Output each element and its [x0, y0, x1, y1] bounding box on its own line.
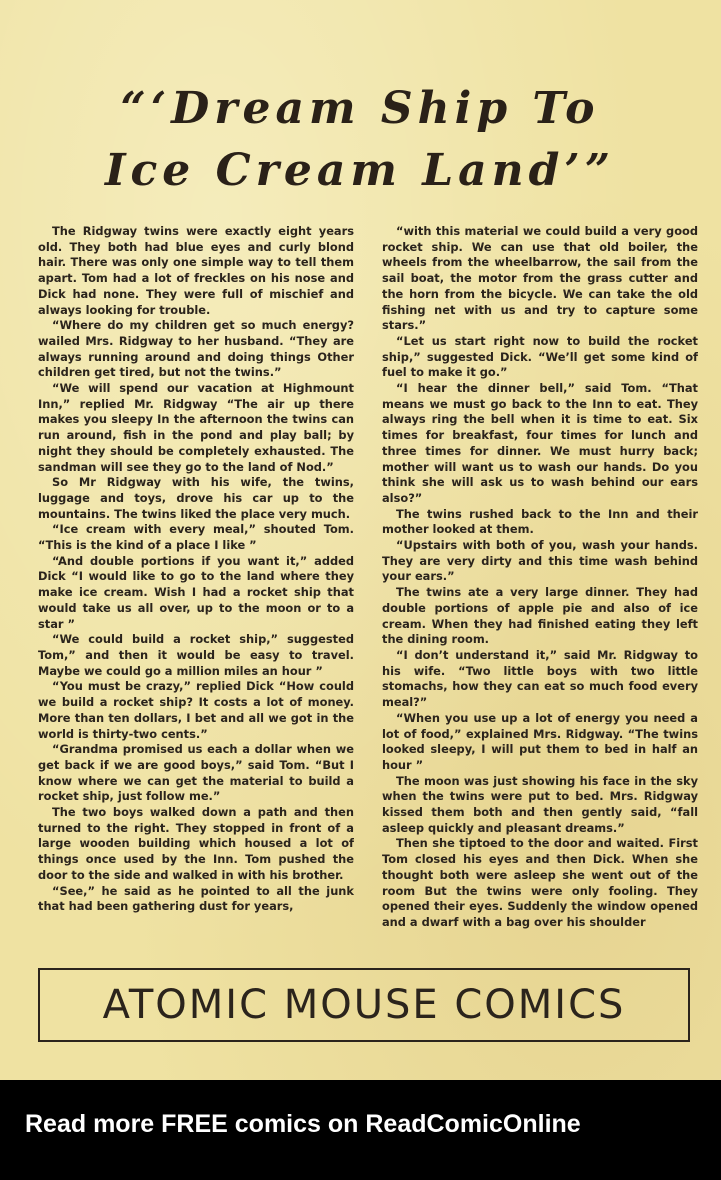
- paragraph: The two boys walked down a path and then turned to the right. They stopped in front of a large wooden building which housed a lot of things once used by the Inn. Tom pushed the door to the side and walked in with his brother.: [38, 805, 354, 882]
- paragraph: “Ice cream with every meal,” shouted Tom. “This is the kind of a place I like ”: [38, 522, 354, 553]
- footer-promo-text: Read more FREE comics on ReadComicOnline: [25, 1110, 581, 1138]
- paragraph: “We will spend our vacation at Highmount Inn,” replied Mr. Ridgway “The air up there makes you sleepy In the afternoon the twins can run around, fish in the pond and play ball; by night they should be completely exhausted. The sandman will see they go to the land of Nod.”: [38, 381, 354, 474]
- paragraph: The twins ate a very large dinner. They had double portions of apple pie and also of ice cream. When they had finished eating they left the dining room.: [382, 585, 698, 647]
- paragraph: “Where do my children get so much energy? wailed Mrs. Ridgway to her husband. “They are always running around and doing things Other children get tired, but not the twins.”: [38, 318, 354, 380]
- paragraph: “Upstairs with both of you, wash your hands. They are very dirty and this time wash behind your ears.”: [382, 538, 698, 584]
- paragraph: The twins rushed back to the Inn and their mother looked at them.: [382, 506, 698, 537]
- paragraph: “See,” he said as he pointed to all the junk that had been gathering dust for years,: [38, 883, 354, 914]
- paragraph: The Ridgway twins were exactly eight years old. They both had blue eyes and curly blond hair. There was only one simple way to tell them apart. Tom had a lot of freckles on his nose and Dick had none. They were full of mischief and always looking for trouble.: [38, 224, 354, 317]
- title-line-2: Ice Cream Land’”: [104, 145, 616, 196]
- text-column-left: [38, 224, 354, 954]
- paragraph: “with this material we could build a very good rocket ship. We can use that old boiler, the wheels from the wheelbarrow, the sail from the sail boat, the motor from the grass cutter and the horn from the bicycle. We can take the old fishing net with us and try to capture some stars.”: [382, 224, 698, 333]
- paragraph: “When you use up a lot of energy you need a lot of food,” explained Mrs. Ridgway. “The twins looked sleepy, I will put them to bed in half an hour ”: [382, 710, 698, 772]
- story-title: [40, 78, 680, 202]
- paragraph: “Let us start right now to build the rocket ship,” suggested Dick. “We’ll get some kind of fuel to make it go.”: [382, 333, 698, 380]
- paragraph: “We could build a rocket ship,” suggested Tom,” and then it would be easy to travel. Maybe we could go a million miles an hour ”: [38, 632, 354, 678]
- paragraph: “Grandma promised us each a dollar when we get back if we are good boys,” said Tom. “But I know where we can get the material to build a rocket ship, just follow me.”: [38, 742, 354, 804]
- paragraph: The moon was just showing his face in the sky when the twins were put to bed. Mrs. Ridgway kissed them both and then gently said, “fall asleep quickly and pleasant dreams.”: [382, 773, 698, 835]
- text-column-right: [382, 224, 698, 954]
- paragraph: So Mr Ridgway with his wife, the twins, luggage and toys, drove his car up to the mountains. The twins liked the place very much.: [38, 475, 354, 521]
- paragraph: Then she tiptoed to the door and waited. First Tom closed his eyes and then Dick. When she thought both were asleep she went out of the room But the twins were only fooling. They opened their eyes. Suddenly the window opened and a dwarf with a bag over his shoulder: [382, 836, 698, 929]
- publication-banner: [38, 968, 690, 1042]
- title-line-1: “‘Dream Ship To: [120, 83, 600, 134]
- paragraph: “I hear the dinner bell,” said Tom. “That means we must go back to the Inn to eat. They always ring the bell when it is time to eat. Six times for breakfast, four times for lunch and three times for dinner. We must hurry back; mother will want us to wash our hands. Do you think she will ask us to wash behind our ears also?”: [382, 381, 698, 505]
- banner-text: ATOMIC MOUSE COMICS: [102, 982, 626, 1028]
- paragraph: “And double portions if you want it,” added Dick “I would like to go to the land where they make ice cream. Wish I had a rocket ship that would take us all over, up to the moon or to a star ”: [38, 553, 354, 631]
- paragraph: “I don’t understand it,” said Mr. Ridgway to his wife. “Two little boys with two little stomachs, how they can eat so much food every meal?”: [382, 647, 698, 710]
- paragraph: “You must be crazy,” replied Dick “How could we build a rocket ship? It costs a lot of money. More than ten dollars, I bet and all we got in the world is thirty-two cents.”: [38, 679, 354, 741]
